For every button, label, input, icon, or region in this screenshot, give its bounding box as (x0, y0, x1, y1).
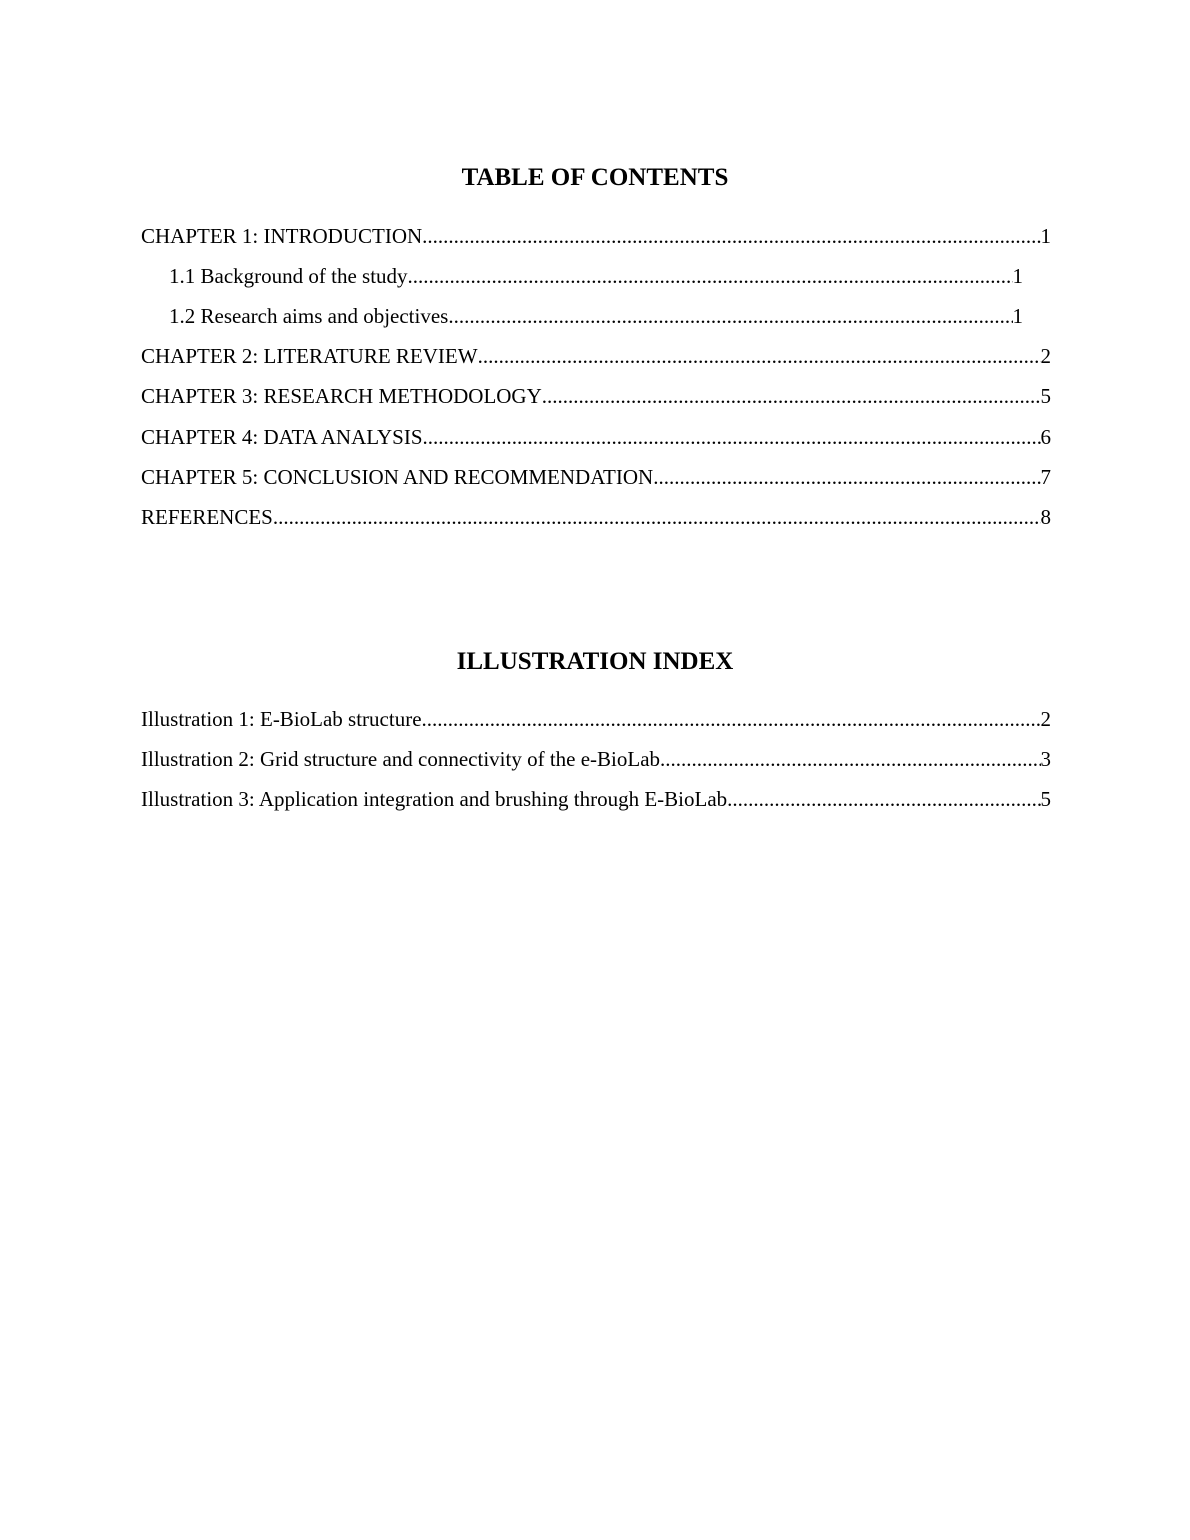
toc-entry-text: CHAPTER 3: RESEARCH METHODOLOGY (141, 384, 542, 408)
dot-leader (408, 262, 1013, 290)
illustration-entry-text: Illustration 2: Grid structure and connectivity of the e-BioLab (141, 747, 661, 771)
toc-entry-page: 8 (1040, 505, 1051, 529)
toc-title: TABLE OF CONTENTS (461, 164, 729, 191)
toc-entry-text: CHAPTER 5: CONCLUSION AND RECOMMENDATION (141, 465, 654, 489)
illustration-index-title: ILLUSTRATION INDEX (456, 648, 734, 675)
dot-leader (423, 423, 1041, 451)
toc-entry-text: 1.1 Background of the study (169, 264, 408, 288)
illustration-entry-page: 2 (1040, 707, 1051, 731)
illustration-entry-page: 5 (1040, 787, 1051, 811)
illustration-entry-1[interactable] (141, 705, 1051, 733)
toc-entry-text: CHAPTER 2: LITERATURE REVIEW (141, 344, 478, 368)
toc-entry-page: 1 (1040, 224, 1051, 248)
toc-entry-text: CHAPTER 4: DATA ANALYSIS (141, 425, 423, 449)
toc-entry-page: 1 (1012, 264, 1023, 288)
toc-entry-chapter-4[interactable] (141, 423, 1051, 451)
dot-leader (422, 705, 1041, 733)
dot-leader (653, 463, 1040, 491)
toc-entry-1-2[interactable] (169, 302, 1023, 330)
toc-entry-page: 1 (1012, 304, 1023, 328)
dot-leader (660, 745, 1040, 773)
dot-leader (478, 342, 1041, 370)
illustration-entry-text: Illustration 1: E-BioLab structure (141, 707, 422, 731)
dot-leader (422, 222, 1040, 250)
toc-entry-references[interactable] (141, 503, 1051, 531)
toc-entry-chapter-2[interactable] (141, 342, 1051, 370)
illustration-entry-text: Illustration 3: Application integration and brushing through E-BioLab (141, 787, 728, 811)
toc-entry-text: REFERENCES (141, 505, 273, 529)
toc-entry-text: CHAPTER 1: INTRODUCTION (141, 224, 423, 248)
toc-entry-1-1[interactable] (169, 262, 1023, 290)
toc-entry-chapter-5[interactable] (141, 463, 1051, 491)
toc-entry-page: 5 (1040, 384, 1051, 408)
toc-entry-page: 6 (1040, 425, 1051, 449)
toc-entry-text: 1.2 Research aims and objectives (169, 304, 449, 328)
dot-leader (542, 382, 1041, 410)
toc-entry-page: 7 (1040, 465, 1051, 489)
toc-entry-chapter-3[interactable] (141, 382, 1051, 410)
illustration-entry-page: 3 (1040, 747, 1051, 771)
dot-leader (727, 785, 1040, 813)
dot-leader (448, 302, 1012, 330)
toc-entry-chapter-1[interactable] (141, 222, 1051, 250)
dot-leader (273, 503, 1041, 531)
illustration-entry-3[interactable] (141, 785, 1051, 813)
illustration-entry-2[interactable] (141, 745, 1051, 773)
toc-entry-page: 2 (1040, 344, 1051, 368)
